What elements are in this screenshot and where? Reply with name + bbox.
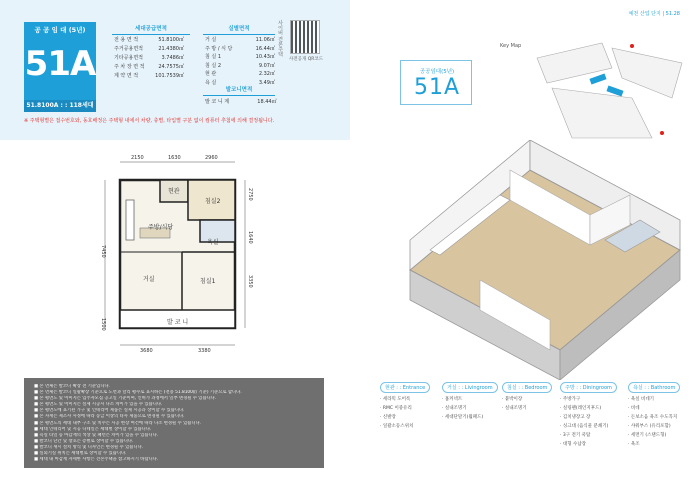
area-row — [114, 36, 184, 43]
room-label-living: 거실 — [143, 276, 155, 283]
area-row-label: 욕 실 — [205, 79, 217, 86]
legend-column-head: 주방 : : Diningroom — [560, 382, 617, 393]
area-row-value: 51.8100㎡ — [158, 37, 184, 43]
dim-left-1: 7450 — [100, 245, 106, 258]
legend-column — [380, 382, 430, 429]
legend-item: · 실내조명기 — [502, 406, 527, 411]
room-label-bedroom1: 침실1 — [200, 278, 216, 285]
area-row-value: 21.4380㎡ — [158, 46, 184, 52]
area-row-value: 9.07㎡ — [258, 62, 275, 69]
note-line: ■ 실외기실 위치는 세대별로 상이할 수 있습니다. — [34, 451, 127, 457]
unit-info-panel — [0, 0, 350, 140]
note-line: ■ 욕실 타일 등 마감재의 색상 및 패턴은 차이가 있을 수 있습니다. — [34, 432, 159, 438]
key-map-block-c — [552, 88, 652, 138]
note-line: ■ 발코니 난간 및 창호는 층별로 상이할 수 있습니다. — [34, 438, 134, 444]
legend-item: · 대형 수납장 — [560, 442, 587, 447]
area-row-value: 2.32㎡ — [258, 71, 275, 77]
area-row-label: 계 약 면 적 — [114, 73, 139, 79]
note-line: ■ 발코니 섀시 설치 방식 및 디자인은 변경될 수 있습니다. — [34, 444, 144, 450]
room-label-bath: 욕실 — [207, 239, 219, 246]
legend-item: · 신발장 — [380, 415, 396, 420]
legend-item: · 욕실 비데기 — [628, 397, 655, 402]
room-label-bedroom2: 침실2 — [205, 198, 221, 205]
note-line: ■ 본 평면도에 표기된 가구 및 인테리어 제품은 실제 시공과 상이할 수 있습니다. — [34, 408, 185, 414]
isometric-view — [390, 140, 690, 380]
legend-item: · 실링팬(레인지후드) — [560, 406, 602, 411]
key-map-block-b — [612, 48, 682, 98]
balcony-area-value: 18.44㎡ — [257, 99, 277, 105]
room-label-kitchen: 주방/식당 — [148, 224, 174, 231]
legend-item: · 붙박이장 — [502, 397, 523, 402]
area-row-label: 침 실 2 — [205, 62, 222, 69]
note-line: ■ 본 평면도의 세대 내부 구조 및 치수는 시공 현장 여건에 따라 다소 변경될 수 있습니다. — [34, 420, 202, 426]
legend-item: · RMC 이중유리 — [380, 406, 412, 411]
qr-code-label: 사전공개 QR코드 — [288, 57, 324, 62]
note-line: ■ 본 면체은 발코니 일괄확장 기준으로 도면과 달리 평수로 표시하는 (전용 51.8100㎡ 기준) 기준으로 합니다. — [34, 390, 242, 396]
legend-column — [628, 382, 680, 447]
legend-column-head: 거실 : : Livingroom — [442, 382, 498, 393]
unit-type-box — [400, 60, 472, 105]
area-row — [205, 62, 275, 69]
unit-type-code: 51A — [413, 75, 461, 100]
floor-plan — [90, 150, 250, 360]
dim-top-1: 2150 — [131, 155, 144, 161]
brand-header: 예천 산업 단지 | 51.28 — [628, 11, 680, 17]
legend-item: · 홈커넥트 — [442, 397, 463, 402]
legend-item: · 주방가구 — [560, 397, 581, 402]
area-row — [205, 70, 275, 77]
area-row-value: 3.7486㎡ — [161, 55, 184, 61]
area-row — [114, 63, 184, 70]
area-row-label: 거 실 — [205, 37, 217, 43]
dim-right-1: 2750 — [247, 188, 253, 201]
note-line: ■ 본 평면도 및 이미지는 실제 시공시 다소 차이가 있을 수 있습니다. — [34, 402, 163, 408]
legend-item: · 세라믹 도어록 — [380, 397, 411, 402]
area-row-label: 기타공용면적 — [114, 55, 143, 61]
room-label-entrance: 현관 — [168, 188, 180, 195]
key-map — [532, 38, 692, 148]
dim-bottom-2: 3380 — [198, 348, 211, 354]
area-row-label: 전 용 면 적 — [114, 37, 139, 43]
area-row-value: 3.49㎡ — [258, 79, 275, 86]
area-row-value: 24.7575㎡ — [158, 64, 184, 70]
legend-item: · 욕조 — [628, 442, 640, 447]
note-line: ■ 세대 인테리어 및 시공 디테일은 세대별 상이할 수 있습니다. — [34, 426, 152, 432]
area-row — [114, 72, 184, 79]
legend-item: · 3구 전기 쿡탑 — [560, 433, 591, 438]
area-row-label: 현 관 — [205, 71, 217, 77]
unit-type-badge — [24, 22, 96, 112]
legend-column — [502, 382, 552, 411]
key-map-highlight-1 — [589, 73, 606, 84]
notes-panel — [24, 378, 324, 468]
room-label-balcony: 발 코 니 — [167, 319, 189, 326]
legend-column — [442, 382, 498, 420]
legend-column-head: 침실 : : Bedroom — [502, 382, 552, 393]
legend-item: · 돈보소음 욕조 수도꼭지 — [628, 415, 678, 420]
area-row — [114, 54, 184, 61]
balcony-area-title: 발코니면적 — [203, 85, 275, 96]
note-line: ■ 본 면체은 발코니 확장 전 기준입니다. — [34, 384, 110, 389]
room-area-title: 실별면적 — [203, 24, 275, 35]
balcony-area-row — [205, 98, 277, 105]
legend-column — [560, 382, 617, 447]
note-line: ■ 본 자재는 제조사 사정에 따라 동급 이상의 타사 제품으로 변경될 수 있습니다. — [34, 414, 185, 420]
supply-area-title: 세대공급면적 — [112, 24, 190, 35]
area-row-label: 침 실 1 — [205, 54, 222, 60]
area-row-value: 11.06㎡ — [255, 37, 275, 43]
unit-supply-type: 공 공 임 대 (5년) — [34, 26, 86, 34]
area-row — [205, 36, 275, 43]
note-line: ■ 세대 내 마감재 자세한 사항은 견본주택을 참고하시기 바랍니다. — [34, 457, 159, 463]
area-row-label: 주 차 장 면 적 — [114, 64, 145, 70]
cyber-model-house-label: 사이버 견본주택 — [277, 20, 283, 57]
key-map-marker-south — [660, 131, 664, 135]
dim-bottom-1: 3680 — [140, 348, 153, 354]
dim-left-2: 1500 — [100, 318, 106, 331]
unit-code: 51A — [24, 44, 96, 84]
key-map-marker-north — [630, 44, 634, 48]
unit-type-label: 공공임대(5년) — [419, 69, 455, 75]
balcony-area-label: 발 코 니 계 — [205, 99, 230, 105]
right-page — [350, 0, 700, 494]
legend-item: · 실내조명기 — [442, 406, 467, 411]
qr-code-icon[interactable] — [290, 20, 320, 54]
legend-item: · 김치냉장고 장 — [560, 415, 591, 420]
legend-item: · 세대단말기(월패드) — [442, 415, 484, 420]
allocation-notice: ※ 주택형별은 접수번호와, 동호배정은 주택형 내에서 차량, 층별, 타입별 구분 없이 컴퓨터 추첨에 의해 결정됩니다. — [24, 118, 275, 124]
kitchen-counter — [126, 200, 134, 240]
legend-item: · 일괄소등스위치 — [380, 424, 414, 429]
feature-legend — [380, 382, 690, 482]
legend-column-head: 현관 : : Entrance — [380, 382, 430, 393]
area-row-value: 16.44㎡ — [255, 45, 275, 52]
legend-item: · 비데 — [628, 406, 640, 411]
area-row — [205, 45, 275, 52]
dim-top-2: 1630 — [168, 155, 181, 161]
unit-area-households: 51.8100A : : 118세대 — [24, 100, 96, 112]
dim-right-2: 1640 — [247, 231, 253, 244]
key-map-title: Key Map — [500, 43, 522, 49]
legend-item: · 세면기 (스탠드형) — [628, 433, 667, 438]
area-row-label: 주 방 / 식 당 — [205, 45, 233, 52]
area-row-value: 10.43㎡ — [255, 54, 275, 60]
legend-item: · 싱크대 (음식물 분쇄기) — [560, 424, 609, 429]
dim-right-3: 3350 — [247, 275, 253, 288]
area-row-label: 주거공용면적 — [114, 46, 143, 52]
area-row — [205, 53, 275, 60]
dim-top-3: 2960 — [205, 155, 218, 161]
legend-column-head: 욕실 : : Bathroom — [628, 382, 680, 393]
area-row — [114, 45, 184, 52]
area-row-value: 101.7539㎡ — [155, 73, 184, 79]
note-line: ■ 본 평면도 및 이미지는 입주자모집 공고일 기준이며, 인허가 과정에서 일부 변경될 수 있습니다. — [34, 396, 217, 402]
legend-item: · 샤워부스 (유리포함) — [628, 424, 671, 429]
